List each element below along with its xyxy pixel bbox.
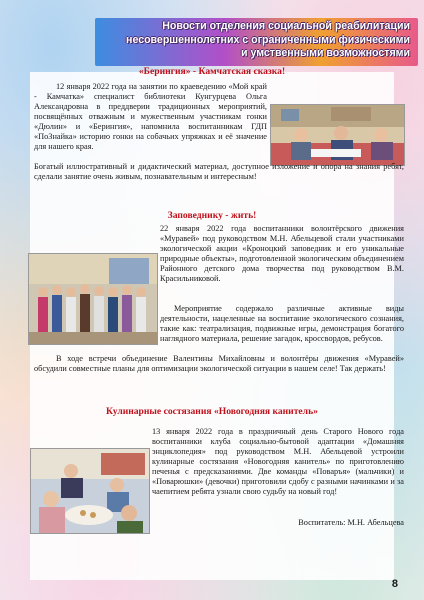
header-title <box>95 20 410 61</box>
article3-photo <box>30 448 150 534</box>
header-line-3: и умственными возможностями <box>241 47 410 59</box>
article2-text-lead: 22 января 2022 года воспитанники волонтёрского движения «Муравей» под руководством М.Н. Абельцевой стали участниками экологической акции «Кроноцкий заповедник и его уникальные природные объекты», подготовленной экологическим объединением Районного детского дома творчества под руководством В.М. Красильниковой. <box>160 224 404 283</box>
article2-text-mid: Мероприятие содержало различные активные виды деятельности, нацеленные на воспитание экологического сознания, такие как: театрализация, подвижные игры, демонстрация богатого наглядного материала, решение загадок, кроссвордов, ребусов. <box>160 304 404 343</box>
article3-photo-image <box>31 449 149 533</box>
header-line-2: несовершеннолетних с ограниченными физическими <box>126 33 410 46</box>
article2-title: Заповеднику - жить! <box>167 210 257 221</box>
header-banner <box>95 18 418 66</box>
article3-title: Кулинарные состязания «Новогодняя канитель» <box>106 406 318 417</box>
page-number: 8 <box>391 578 398 590</box>
article3-signature: Воспитатель: М.Н. Абельцева <box>298 518 404 527</box>
article2-text-end: В ходе встречи объединение Валентины Михайловны и волонтёры движения «Муравей» обсудили совместные планы для оптимизации экологической ситуации в нашем селе! Так держать! <box>34 354 404 373</box>
article1-photo <box>270 104 405 166</box>
article3-text: 13 января 2022 года в праздничный день Старого Нового года воспитанники клуба социально-бытовой адаптации «Домашняя энциклопедия» под руководством М.Н. Абельцевой устроили кулинарные состязания «Новогодняя канитель» по приготовлению печенья с предсказаниями. Две команды «Поваръя» (мальчики) и «Поварюшки» (девочки) приготовили сдобу с разными начинками и за чаепитием ребята узнали свою судьбу на новый год! <box>152 427 404 496</box>
article2-photo <box>28 253 158 345</box>
article1-text-rest: Богатый иллюстративный и дидактический материал, доступное изложение и опора на знания ребят, сделали занятие очень живым, познавательным и интересным! <box>34 162 404 181</box>
article2-photo-image <box>29 254 157 344</box>
article1-title: «Берингия» - Камчатская сказка! <box>138 66 286 77</box>
article1-text-lead: 12 января 2022 года на занятии по краеведению «Мой край - Камчатка» специалист библиотеки Кунгурцева Ольга Александровна в преддверии традиционных мероприятий, посвящённых отважным и мужественным участникам гонки «Дюлин» и «Берингия», напомнила воспитанникам ГДП «ПоЗнайка» историю гонки на собачьих упряжках и её значение для нашего края. <box>34 82 267 151</box>
header-line-1: Новости отделения социальной реабилитации <box>162 20 410 32</box>
article1-photo-image <box>271 105 404 165</box>
content-area <box>30 66 404 580</box>
